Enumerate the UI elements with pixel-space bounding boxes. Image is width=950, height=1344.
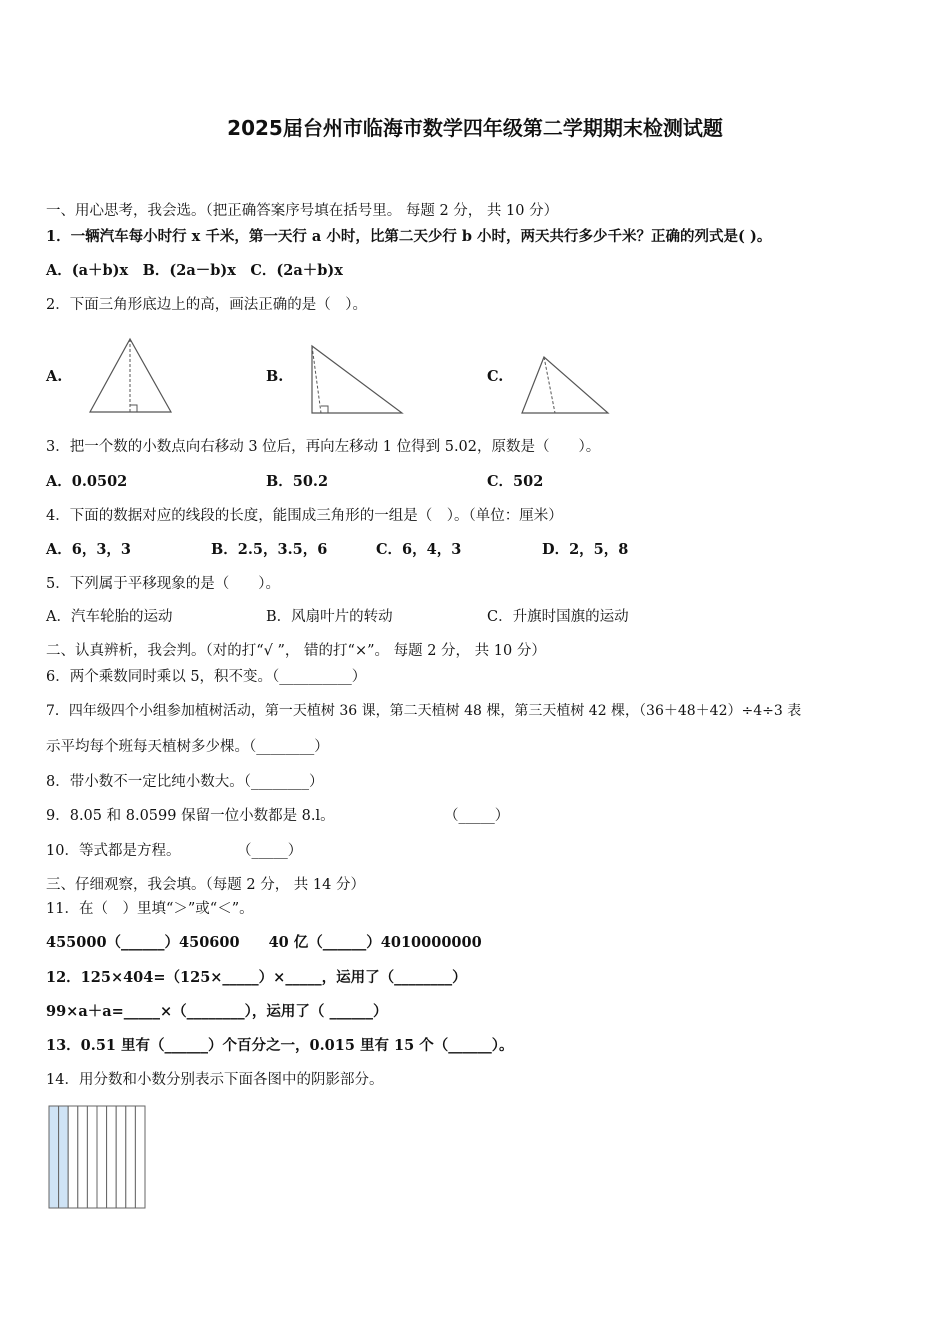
- section2-heading: 二、认真辨析，我会判。（对的打“√ ”， 错的打“×”。 每题 2 分， 共 10 分）: [46, 643, 546, 659]
- unshaded-strip: [116, 1106, 126, 1208]
- unshaded-strip: [87, 1106, 97, 1208]
- q2-label-c: C.: [487, 368, 504, 385]
- q7-line1: 7．四年级四个小组参加植树活动，第一天植树 36 课，第二天植树 48 棵，第三天植树 42 棵，（36＋48＋42）÷4÷3 表: [46, 703, 802, 719]
- q1-options: A．(a＋b)x B．(2a－b)x C．(2a＋b)x: [46, 262, 343, 279]
- q5-option-a: A．汽车轮胎的运动: [46, 609, 173, 625]
- section3-heading: 三、仔细观察，我会填。（每题 2 分， 共 14 分）: [46, 877, 365, 893]
- shaded-strip: [59, 1106, 69, 1208]
- page-title: 2025届台州市临海市数学四年级第二学期期末检测试题: [227, 116, 723, 140]
- q10-blank: （_____）: [237, 843, 303, 859]
- q8: 8．带小数不一定比纯小数大。（________）: [46, 774, 324, 790]
- q4-option-a: A．6，3，3: [46, 541, 132, 558]
- triangle-c-figure: [517, 352, 612, 417]
- q4-option-b: B．2.5，3.5，6: [211, 541, 328, 558]
- unshaded-strip: [107, 1106, 117, 1208]
- unshaded-strip: [97, 1106, 107, 1208]
- q9-blank: （_____）: [444, 808, 510, 824]
- q3-option-a: A．0.0502: [46, 473, 128, 490]
- q11-compare: 455000（______）450600 40 亿（______）4010000000: [46, 934, 482, 951]
- q13: 13．0.51 里有（______）个百分之一，0.015 里有 15 个（______）。: [46, 1037, 514, 1054]
- q2-label-a: A.: [46, 368, 63, 385]
- q4-option-c: C．6，4，3: [376, 541, 462, 558]
- unshaded-strip: [78, 1106, 88, 1208]
- q9: 9．8.05 和 8.0599 保留一位小数都是 8.l。: [46, 808, 335, 824]
- q1-stem: 1．一辆汽车每小时行 x 千米，第一天行 a 小时，比第二天少行 b 小时，两天共行多少千米？正确的列式是( )。: [46, 228, 772, 245]
- shaded-strips-figure: [48, 1105, 146, 1210]
- q4-option-d: D．2，5，8: [542, 541, 629, 558]
- q10: 10．等式都是方程。: [46, 843, 181, 859]
- q5-option-b: B．风扇叶片的转动: [266, 609, 393, 625]
- section1-heading: 一、用心思考，我会选。（把正确答案序号填在括号里。 每题 2 分， 共 10 分）: [46, 203, 559, 219]
- q4-stem: 4．下面的数据对应的线段的长度，能围成三角形的一组是（ ）。（单位：厘米）: [46, 508, 563, 524]
- q12-line2: 99×a＋a=_____×（________），运用了（ ______）: [46, 1003, 388, 1020]
- unshaded-strip: [135, 1106, 145, 1208]
- unshaded-strip: [126, 1106, 136, 1208]
- unshaded-strip: [68, 1106, 78, 1208]
- q5-stem: 5．下列属于平移现象的是（ ）。: [46, 576, 280, 592]
- q2-stem: 2．下面三角形底边上的高，画法正确的是（ ）。: [46, 297, 367, 313]
- q3-stem: 3．把一个数的小数点向右移动 3 位后，再向左移动 1 位得到 5.02，原数是（ ）。: [46, 439, 601, 455]
- q7-line2: 示平均每个班每天植树多少棵。（________）: [46, 739, 329, 755]
- q2-label-b: B.: [266, 368, 284, 385]
- q11: 11．在（ ）里填“＞”或“＜”。: [46, 901, 254, 917]
- q3-option-c: C．502: [487, 473, 544, 490]
- q6: 6．两个乘数同时乘以 5，积不变。（__________）: [46, 669, 367, 685]
- q14: 14．用分数和小数分别表示下面各图中的阴影部分。: [46, 1072, 384, 1088]
- shaded-strip: [49, 1106, 59, 1208]
- q3-option-b: B．50.2: [266, 473, 329, 490]
- q5-option-c: C．升旗时国旗的运动: [487, 609, 629, 625]
- triangle-b-figure: [305, 343, 405, 418]
- triangle-a-figure: [85, 336, 175, 416]
- q12-line1: 12．125×404=（125×_____）×_____，运用了（________）: [46, 969, 467, 986]
